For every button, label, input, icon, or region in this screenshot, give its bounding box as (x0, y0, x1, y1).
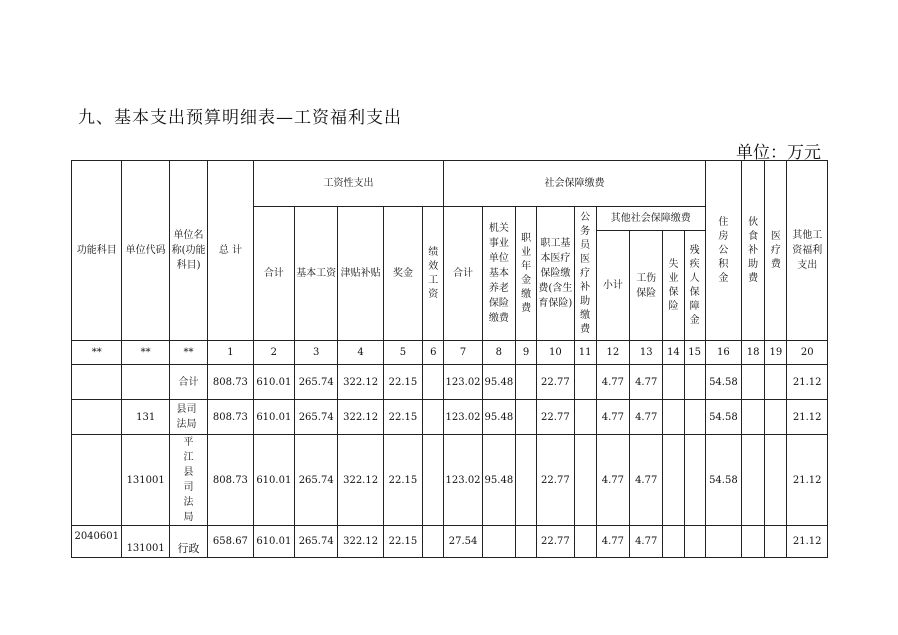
table-cell: 265.74 (295, 400, 338, 435)
table-cell: 808.73 (208, 365, 253, 400)
table-cell: 322.12 (338, 435, 383, 526)
header-func-subject: 功能科目 (72, 161, 122, 341)
table-cell: 123.02 (444, 435, 482, 526)
header-meal-subsidy: 伙食补助费 (742, 161, 765, 341)
header-injury: 工伤保险 (630, 231, 663, 341)
table-cell (516, 365, 537, 400)
table-cell (574, 400, 596, 435)
header-bonus: 奖金 (383, 207, 422, 341)
header-annuity: 职业年金缴费 (516, 207, 537, 341)
table-cell: 322.12 (338, 526, 383, 558)
table-cell (742, 365, 765, 400)
table-cell: 808.73 (208, 435, 253, 526)
table-row (72, 400, 828, 435)
index-cell: 20 (787, 341, 828, 365)
table-cell: 322.12 (338, 400, 383, 435)
header-unemployment: 失业保险 (663, 231, 684, 341)
header-medical: 职工基本医疗保险缴费(含生育保险) (537, 207, 574, 341)
table-row (72, 526, 828, 558)
header-civil-medical: 公务员医疗补助缴费 (574, 207, 596, 341)
table-cell: 123.02 (444, 400, 482, 435)
header-other-welfare: 其他工资福利支出 (787, 161, 828, 341)
table-cell: 22.77 (537, 365, 574, 400)
table-cell (574, 365, 596, 400)
table-cell: 21.12 (787, 400, 828, 435)
header-disability: 残疾人保障金 (684, 231, 705, 341)
table-cell: 4.77 (630, 435, 663, 526)
table-cell: 4.77 (596, 435, 629, 526)
table-cell: 610.01 (253, 526, 294, 558)
table-cell: 658.67 (208, 526, 253, 558)
table-cell (72, 400, 122, 435)
header-other-subtotal: 小计 (596, 231, 629, 341)
table-cell: 22.15 (383, 400, 422, 435)
table-cell: 4.77 (630, 365, 663, 400)
table-cell (482, 526, 515, 558)
page-title: 九、基本支出预算明细表—工资福利支出 (78, 108, 402, 128)
table-cell (684, 526, 705, 558)
index-cell: ** (122, 341, 169, 365)
index-cell: 4 (338, 341, 383, 365)
index-cell: 18 (742, 341, 765, 365)
table-cell: 54.58 (705, 400, 741, 435)
header-unit-name: 单位名称(功能科目) (169, 161, 207, 341)
index-cell: 15 (684, 341, 705, 365)
table-cell: 21.12 (787, 435, 828, 526)
header-housing-fund: 住房公积金 (705, 161, 741, 341)
table-cell: 行政 (169, 526, 207, 558)
index-cell: 9 (516, 341, 537, 365)
table-cell: 131001 (122, 435, 169, 526)
table-cell (742, 526, 765, 558)
table-cell: 22.77 (537, 400, 574, 435)
table-cell (574, 526, 596, 558)
index-cell: 10 (537, 341, 574, 365)
table-cell (663, 400, 684, 435)
budget-table (71, 160, 828, 558)
header-social-group: 社会保障缴费 (444, 161, 705, 207)
index-cell: 16 (705, 341, 741, 365)
table-cell: 322.12 (338, 365, 383, 400)
table-cell (663, 526, 684, 558)
table-cell (705, 526, 741, 558)
header-total: 总 计 (208, 161, 253, 341)
index-cell: ** (169, 341, 207, 365)
index-row (72, 341, 828, 365)
table-cell: 22.77 (537, 526, 574, 558)
table-cell: 4.77 (630, 526, 663, 558)
header-wage-group: 工资性支出 (253, 161, 444, 207)
table-cell (122, 365, 169, 400)
index-cell: 7 (444, 341, 482, 365)
header-row-1 (72, 161, 828, 207)
table-cell (516, 435, 537, 526)
index-cell: 14 (663, 341, 684, 365)
table-cell: 265.74 (295, 435, 338, 526)
table-cell: 95.48 (482, 365, 515, 400)
table-row (72, 435, 828, 526)
index-cell: 12 (596, 341, 629, 365)
table-cell: 808.73 (208, 400, 253, 435)
header-performance-wage: 绩效工资 (423, 207, 444, 341)
index-cell: ** (72, 341, 122, 365)
index-cell: 19 (765, 341, 787, 365)
table-row (72, 365, 828, 400)
index-cell: 1 (208, 341, 253, 365)
table-cell (516, 400, 537, 435)
index-cell: 8 (482, 341, 515, 365)
table-cell: 4.77 (596, 526, 629, 558)
table-cell: 县司法局 (169, 400, 207, 435)
table-cell (72, 435, 122, 526)
table-cell: 95.48 (482, 435, 515, 526)
table-cell: 123.02 (444, 365, 482, 400)
table-cell (765, 526, 787, 558)
index-cell: 11 (574, 341, 596, 365)
table-cell: 265.74 (295, 526, 338, 558)
table-cell (684, 365, 705, 400)
table-cell (423, 435, 444, 526)
table-cell: 2040601 (72, 526, 122, 558)
header-social-subtotal: 合计 (444, 207, 482, 341)
table-cell (765, 435, 787, 526)
table-cell: 4.77 (596, 400, 629, 435)
table-cell: 22.15 (383, 435, 422, 526)
table-cell (742, 400, 765, 435)
table-cell: 22.77 (537, 435, 574, 526)
table-cell: 合计 (169, 365, 207, 400)
table-cell: 平江县司法局 (169, 435, 207, 526)
index-cell: 13 (630, 341, 663, 365)
header-wage-subtotal: 合计 (253, 207, 294, 341)
table-cell: 610.01 (253, 435, 294, 526)
index-cell: 6 (423, 341, 444, 365)
table-cell: 27.54 (444, 526, 482, 558)
table-cell: 610.01 (253, 400, 294, 435)
header-other-social-group: 其他社会保障缴费 (596, 207, 705, 231)
table-cell (742, 435, 765, 526)
index-cell: 3 (295, 341, 338, 365)
table-cell: 54.58 (705, 365, 741, 400)
index-cell: 5 (383, 341, 422, 365)
table-cell: 610.01 (253, 365, 294, 400)
index-cell: 2 (253, 341, 294, 365)
header-basic-wage: 基本工资 (295, 207, 338, 341)
table-cell (423, 526, 444, 558)
table-cell: 4.77 (630, 400, 663, 435)
table-cell (765, 365, 787, 400)
unit-label: 单位：万元 (736, 143, 821, 163)
table-cell: 265.74 (295, 365, 338, 400)
table-cell: 54.58 (705, 435, 741, 526)
table-cell: 22.15 (383, 526, 422, 558)
table-cell: 131 (122, 400, 169, 435)
table-cell: 21.12 (787, 526, 828, 558)
table-cell: 131001 (122, 526, 169, 558)
table-cell: 95.48 (482, 400, 515, 435)
table-cell (423, 400, 444, 435)
table-cell: 22.15 (383, 365, 422, 400)
table-cell (684, 435, 705, 526)
table-cell (423, 365, 444, 400)
table-cell (684, 400, 705, 435)
table-cell (663, 365, 684, 400)
table-cell (765, 400, 787, 435)
header-medical-fee: 医疗费 (765, 161, 787, 341)
table-cell (72, 365, 122, 400)
header-pension: 机关事业单位基本养老保险缴费 (482, 207, 515, 341)
header-unit-code: 单位代码 (122, 161, 169, 341)
table-cell: 21.12 (787, 365, 828, 400)
table-cell (574, 435, 596, 526)
table-cell: 4.77 (596, 365, 629, 400)
table-cell (663, 435, 684, 526)
header-allowance: 津贴补贴 (338, 207, 383, 341)
table-cell (516, 526, 537, 558)
